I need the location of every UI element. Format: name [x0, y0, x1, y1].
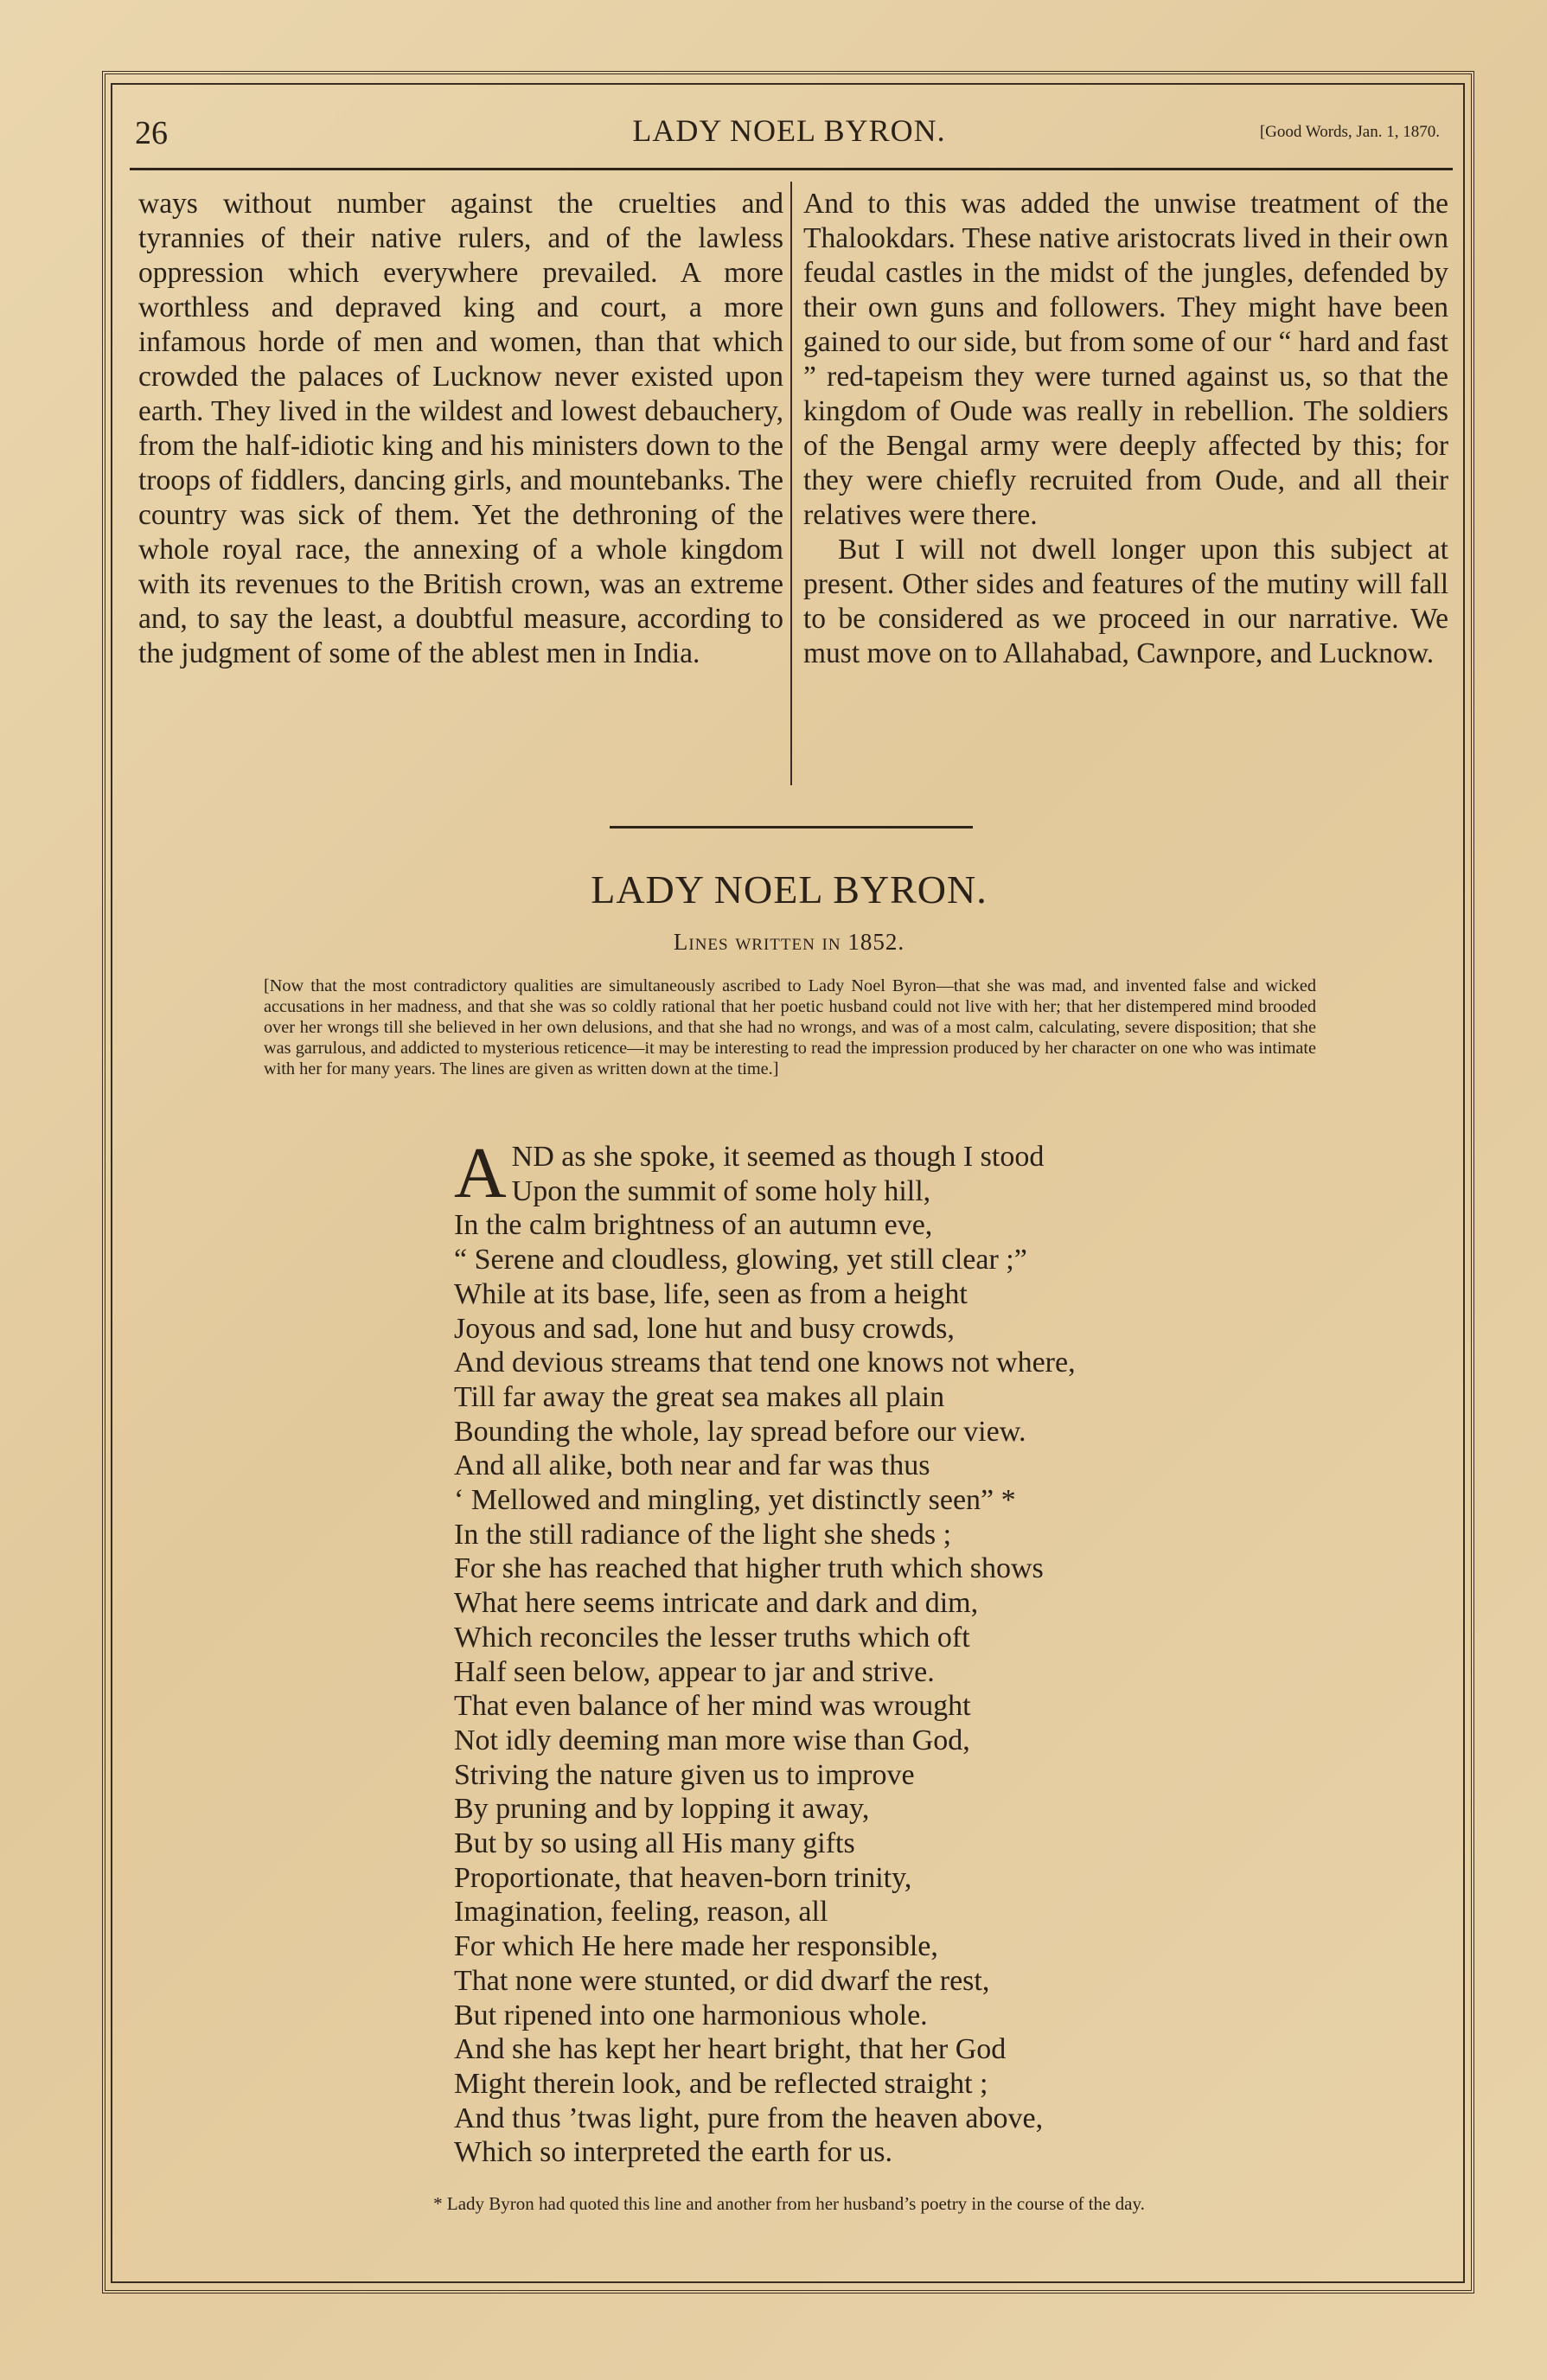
- poem-line: Striving the nature given us to improve: [454, 1758, 915, 1791]
- poem-line: By pruning and by lopping it away,: [454, 1793, 870, 1826]
- running-title: LADY NOEL BYRON.: [632, 113, 946, 148]
- poem-line: Which reconciles the lesser truths which oft: [454, 1621, 970, 1654]
- poem-line: For she has reached that higher truth which shows: [454, 1552, 1044, 1585]
- page-number: 26: [135, 115, 168, 151]
- poem-line: Which so interpreted the earth for us.: [454, 2136, 892, 2169]
- poem-line: Upon the summit of some holy hill,: [511, 1174, 931, 1207]
- poem-line: In the calm brightness of an autumn eve,: [454, 1209, 933, 1242]
- poem-line: For which He here made her responsible,: [454, 1930, 938, 1963]
- poem-line: “ Serene and cloudless, glowing, yet still clear ;”: [454, 1244, 1027, 1276]
- section-rule: [610, 826, 973, 829]
- footnote: * Lady Byron had quoted this line and another from her husband’s poetry in the course of the day.: [433, 2193, 1145, 2214]
- poem-line: But ripened into one harmonious whole.: [454, 1999, 928, 2031]
- poem-line: While at its base, life, seen as from a height: [454, 1277, 968, 1310]
- poem-line: But by so using all His many gifts: [454, 1827, 855, 1860]
- poem-line: Joyous and sad, lone hut and busy crowds,: [454, 1312, 955, 1345]
- poem-line: Till far away the great sea makes all plain: [454, 1380, 945, 1413]
- poem-line: And she has kept her heart bright, that her God: [454, 2033, 1007, 2066]
- poem-line: Not idly deeming man more wise than God,: [454, 1724, 970, 1756]
- article-title: LADY NOEL BYRON.: [591, 867, 988, 912]
- poem-dropcap: A: [454, 1133, 507, 1213]
- poem-line: Bounding the whole, lay spread before our view.: [454, 1415, 1026, 1448]
- right-column-paragraph-2: But I will not dwell longer upon this subject at present. Other sides and features of the mutiny will fall to be considered as we proceed in our narrative. We must move on to Allahabad, Cawnpore, and Lucknow.: [803, 534, 1448, 669]
- header-rule: [130, 168, 1453, 170]
- poem-line: Might therein look, and be reflected straight ;: [454, 2067, 988, 2100]
- poem-line: And devious streams that tend one knows not where,: [454, 1347, 1076, 1379]
- poem-line: ‘ Mellowed and mingling, yet distinctly seen” *: [454, 1484, 1016, 1517]
- poem-line: That none were stunted, or did dwarf the rest,: [454, 1964, 990, 1997]
- right-column: [803, 187, 1448, 671]
- left-column: [138, 187, 783, 671]
- poem-line: Half seen below, appear to jar and strive.: [454, 1655, 935, 1688]
- poem-line: In the still radiance of the light she sheds ;: [454, 1518, 952, 1551]
- poem: [454, 1133, 1319, 2170]
- article-subtitle: Lines written in 1852.: [673, 929, 905, 955]
- article-preface: [Now that the most contradictory qualities are simultaneously ascribed to Lady Noel Byron—that she was mad, and invented false and wicked accusations in her madness, and that she was so coldly rational that her poetic husband could not live with her; that her distempered mind brooded over her wrongs till she believed in her own delusions, and that she had no wrongs, and was of a most calm, calculating, severe disposition; that she was garrulous, and addicted to mysterious reticence—it may be interesting to read the impression produced by her character on one who was intimate with her for many years. The lines are given as written down at the time.]: [264, 976, 1316, 1078]
- poem-line: Imagination, feeling, reason, all: [454, 1896, 828, 1929]
- poem-line: What here seems intricate and dark and dim,: [454, 1587, 979, 1620]
- left-column-paragraph: ways without number against the cruelties and tyrannies of their native rulers, and of the lawless oppression which everywhere prevailed. A more worthless and depraved king and court, a more infamous horde of men and women, than that which crowded the palaces of Lucknow never existed upon earth. They lived in the wildest and lowest debauchery, from the half-idiotic king and his ministers down to the troops of fiddlers, dancing girls, and mountebanks. The country was sick of them. Yet the dethroning of the whole royal race, the annexing of a whole kingdom with its revenues to the British crown, was an extreme and, to say the least, a doubtful measure, according to the judgment of some of the ablest men in India.: [138, 188, 783, 669]
- poem-line: And thus ’twas light, pure from the heaven above,: [454, 2102, 1044, 2134]
- poem-line: ND as she spoke, it seemed as though I stood: [511, 1141, 1045, 1173]
- running-source: [Good Words, Jan. 1, 1870.: [1259, 123, 1440, 141]
- running-header: [130, 111, 1448, 159]
- poem-line: Proportionate, that heaven-born trinity,: [454, 1861, 912, 1894]
- right-column-paragraph-1: And to this was added the unwise treatment of the Thalookdars. These native aristocrats lived in their own feudal castles in the midst of the jungles, defended by their own guns and followers. They might have been gained to our side, but from some of our “ hard and fast ” red-tapeism they were turned against us, so that the kingdom of Oude was really in rebellion. The soldiers of the Bengal army were deeply affected by this; for they were chiefly recruited from Oude, and all their relatives were there.: [803, 188, 1448, 531]
- poem-line: And all alike, both near and far was thus: [454, 1449, 930, 1482]
- column-divider: [790, 182, 792, 785]
- poem-line: That even balance of her mind was wrought: [454, 1690, 971, 1723]
